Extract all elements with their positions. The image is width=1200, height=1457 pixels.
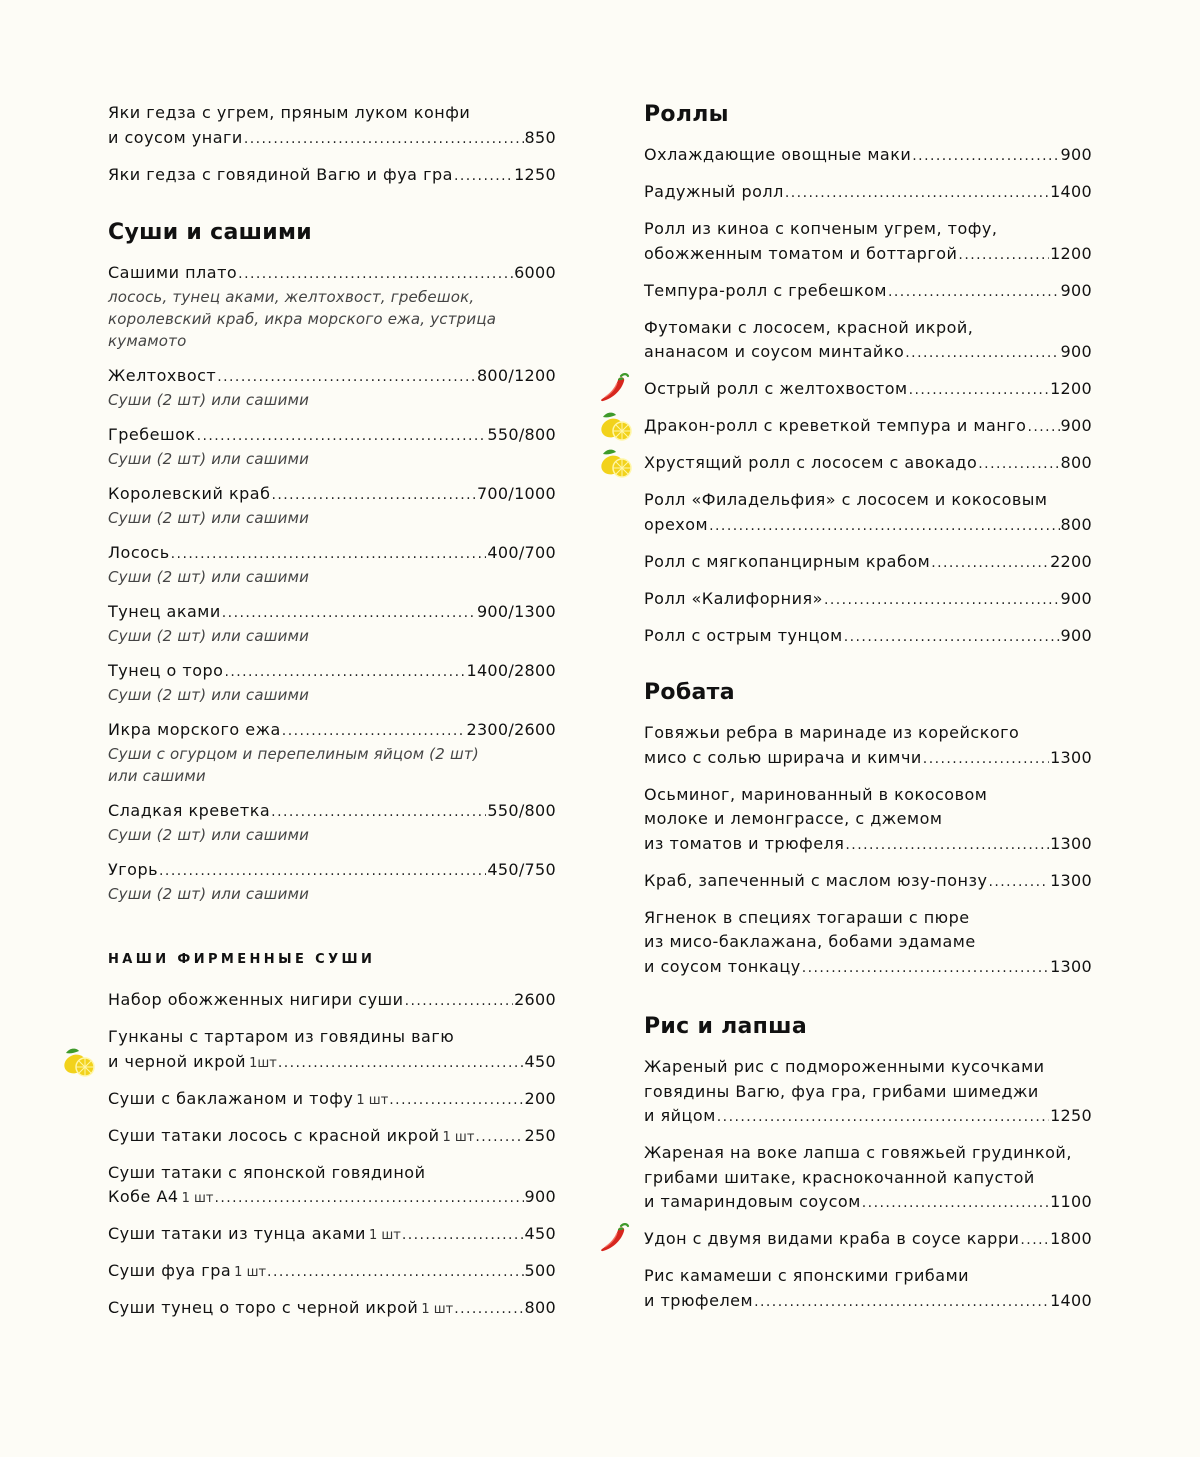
menu-item [108, 799, 556, 846]
menu-item [644, 279, 1092, 304]
dot-leader [909, 377, 1049, 402]
dot-leader [785, 180, 1049, 205]
menu-item-price: 1200 [1050, 379, 1092, 398]
menu-item-price: 900 [524, 1187, 556, 1206]
menu-item-name: обожженным томатом и боттаргой [644, 243, 958, 263]
menu-item [108, 541, 556, 588]
menu-item-name-line [644, 316, 1092, 341]
menu-item-name: Набор обожженных нигири суши [108, 990, 404, 1009]
menu-item [644, 217, 1092, 266]
dot-leader [978, 451, 1059, 476]
menu-item-price: 1200 [1050, 243, 1092, 263]
menu-item-name: Икра морского ежа [108, 720, 281, 739]
menu-item-price-row [644, 869, 1092, 894]
menu-item-price-row [108, 423, 556, 448]
menu-item-name: молоке и лемонграссе, с джемом [644, 809, 943, 828]
menu-item-price-row [108, 163, 556, 188]
menu-item-name-line [108, 101, 556, 126]
menu-item-name-line [644, 1166, 1092, 1191]
menu-item-price: 1300 [1050, 833, 1092, 853]
menu-item-quantity: 1 шт [234, 1265, 267, 1280]
menu-item-price-row [108, 364, 556, 389]
menu-item-name: Королевский краб [108, 484, 271, 503]
menu-item-price: 900 [1060, 588, 1092, 608]
menu-item-name: Дракон-ролл с креветкой темпура и манго [644, 416, 1027, 435]
menu-item-price-row [108, 1185, 556, 1210]
menu-item-description: или сашими [108, 766, 206, 785]
dot-leader [271, 482, 476, 507]
dot-leader [217, 364, 476, 389]
menu-item [644, 624, 1092, 649]
menu-item [644, 451, 1092, 476]
menu-item-price: 1400 [1050, 1290, 1092, 1310]
lemon-icon [60, 1043, 96, 1079]
menu-item-name: Гунканы с тартаром из говядины вагю [108, 1027, 455, 1046]
menu-item-price-row [644, 242, 1092, 267]
menu-item-name: Краб, запеченный с маслом юзу-понзу [644, 870, 988, 890]
menu-item-name-line [644, 1080, 1092, 1105]
dot-leader [754, 1289, 1049, 1314]
menu-item-price-row [644, 377, 1092, 402]
menu-item-name: орехом [644, 514, 709, 534]
menu-item-price-row [644, 550, 1092, 575]
menu-item-name-line [644, 721, 1092, 746]
menu-item-price-row [644, 955, 1092, 980]
menu-item-description: Суши (2 шт) или сашими [108, 390, 310, 409]
menu-item-name: Сладкая креветка [108, 801, 271, 820]
menu-item [644, 1227, 1092, 1252]
menu-item-price: 200 [524, 1088, 556, 1108]
dot-leader [454, 1296, 523, 1321]
dot-leader [222, 600, 476, 625]
menu-item [108, 1259, 556, 1284]
menu-item-name: и тамариндовым соусом [644, 1192, 861, 1211]
dot-leader [862, 1190, 1049, 1215]
section-subtitle-signature: НАШИ ФИРМЕННЫЕ СУШИ [108, 952, 376, 967]
menu-item-price: 900 [1060, 625, 1092, 645]
menu-item-price-row [644, 1104, 1092, 1129]
menu-item-price-row [108, 799, 556, 824]
menu-item-price: 850 [524, 127, 556, 147]
menu-item-price: 2200 [1050, 551, 1092, 571]
menu-item-name-line [108, 1161, 556, 1186]
menu-item-name: Суши с баклажаном и тофу [108, 1088, 354, 1108]
menu-item-description: кумамото [108, 331, 187, 350]
menu-item-quantity: 1 шт [181, 1191, 214, 1206]
menu-item-price: 550/800 [487, 425, 556, 444]
menu-item-price: 900 [1060, 145, 1092, 164]
menu-item-price: 1300 [1050, 956, 1092, 976]
menu-item-name: Гребешок [108, 425, 196, 444]
section-title-rolls: Роллы [644, 102, 729, 127]
menu-item [644, 1055, 1092, 1129]
menu-item-price: 500 [524, 1261, 556, 1280]
menu-item-price: 1800 [1050, 1229, 1092, 1248]
menu-item-name: и соусом унаги [108, 127, 243, 147]
menu-item-name: и соусом тонкацу [644, 956, 801, 976]
dot-leader [709, 513, 1059, 538]
menu-item-description: королевский краб, икра морского ежа, устрица [108, 309, 497, 328]
menu-item [644, 316, 1092, 365]
menu-item-name: Желтохвост [108, 366, 217, 385]
dot-leader [214, 1185, 523, 1210]
menu-item-name-line [108, 1025, 556, 1050]
menu-item-price: 1400 [1050, 182, 1092, 201]
menu-item [644, 377, 1092, 402]
menu-item-name: Темпура-ролл с гребешком [644, 280, 887, 300]
dot-leader [912, 143, 1059, 168]
menu-item-name: Ролл с мягкопанцирным крабом [644, 551, 931, 571]
menu-item-price-row [644, 279, 1092, 304]
menu-item-name-line [644, 1141, 1092, 1166]
dot-leader [931, 550, 1049, 575]
menu-item [108, 482, 556, 529]
menu-item-price-row [108, 1259, 556, 1284]
menu-item-name-line [644, 217, 1092, 242]
chili-pepper-icon [597, 370, 633, 406]
menu-item-name: Рис камамеши с японскими грибами [644, 1266, 970, 1285]
menu-item-quantity: 1 шт [421, 1302, 454, 1317]
menu-item-price: 900/1300 [476, 602, 556, 621]
menu-item-name: Суши тунец о торо с черной икрой [108, 1298, 419, 1317]
menu-item-price: 1250 [514, 164, 556, 184]
menu-item [644, 783, 1092, 857]
menu-item [644, 906, 1092, 980]
menu-item-name: Удон с двумя видами краба в соусе карри [644, 1229, 1020, 1248]
menu-item-name-line [644, 488, 1092, 513]
menu-item [108, 1087, 556, 1112]
menu-item-name: Лосось [108, 543, 170, 562]
menu-item-name: Суши фуа гра [108, 1261, 232, 1280]
menu-item-description: Суши (2 шт) или сашими [108, 626, 310, 645]
menu-item-name: говядины Вагю, фуа гра, грибами шимеджи [644, 1081, 1039, 1101]
menu-item-name: Ролл из киноа с копченым угрем, тофу, [644, 219, 998, 238]
menu-item-price: 1250 [1050, 1106, 1092, 1125]
menu-item-name: Футомаки с лососем, красной икрой, [644, 317, 974, 337]
menu-item-price: 6000 [514, 263, 556, 282]
menu-item-name: Угорь [108, 860, 159, 879]
menu-item-name: Яки гедза с говядиной Вагю и фуа гра [108, 164, 453, 184]
menu-item-name: Тунец о торо [108, 661, 224, 680]
menu-item-price: 1100 [1050, 1192, 1092, 1211]
menu-item-description: Суши (2 шт) или сашими [108, 449, 310, 468]
menu-item-price-row [108, 988, 556, 1013]
dot-leader [905, 340, 1059, 365]
menu-item-price-row [108, 1296, 556, 1321]
section-title-rice: Рис и лапша [644, 1014, 807, 1039]
menu-item [108, 858, 556, 905]
dot-leader [402, 1222, 524, 1247]
lemon-icon [597, 444, 633, 480]
menu-item-price-row [108, 482, 556, 507]
menu-item [644, 587, 1092, 612]
menu-item-name: Сашими плато [108, 263, 238, 282]
dot-leader [923, 746, 1049, 771]
menu-item-description: Суши с огурцом и перепелиным яйцом (2 шт) [108, 744, 479, 763]
menu-item [108, 1124, 556, 1149]
menu-item-name: Ягненок в специях тогараши с пюре [644, 907, 970, 927]
menu-item [108, 163, 556, 188]
menu-item-price: 800 [1060, 514, 1092, 534]
menu-item-price-row [644, 143, 1092, 168]
menu-item-name-line [644, 930, 1092, 955]
menu-item-price: 450 [524, 1051, 556, 1071]
menu-item-price-row [644, 451, 1092, 476]
menu-item [108, 364, 556, 411]
dot-leader [197, 423, 487, 448]
dot-leader [888, 279, 1060, 304]
menu-item-name: Охлаждающие овощные маки [644, 145, 912, 164]
menu-item-price: 450/750 [487, 860, 556, 879]
menu-item-price-row [108, 858, 556, 883]
dot-leader [824, 587, 1060, 612]
menu-item-name: Яки гедза с угрем, пряным луком конфи [108, 103, 471, 122]
menu-item-price-row [644, 746, 1092, 771]
dot-leader [159, 858, 486, 883]
menu-item-name: мисо с солью шрирача и кимчи [644, 747, 922, 767]
menu-item [108, 261, 556, 352]
dot-leader [271, 799, 486, 824]
dot-leader [454, 163, 513, 188]
menu-item [644, 1141, 1092, 1215]
menu-item-price: 900 [1060, 342, 1092, 361]
menu-item-price: 1300 [1050, 747, 1092, 767]
menu-item-description: Суши (2 шт) или сашими [108, 825, 310, 844]
dot-leader [1027, 414, 1059, 439]
menu-item [108, 1025, 556, 1074]
menu-item-price-row [644, 340, 1092, 365]
menu-item [644, 721, 1092, 770]
menu-item-price-row [108, 1087, 556, 1112]
menu-item-quantity: 1 шт [356, 1092, 389, 1108]
menu-item [644, 143, 1092, 168]
menu-item-description: Суши (2 шт) или сашими [108, 685, 310, 704]
menu-item-price-row [644, 624, 1092, 649]
menu-item-price: 1400/2800 [466, 661, 556, 680]
dot-leader [844, 624, 1060, 649]
dot-leader [958, 242, 1049, 267]
menu-item-description: Суши (2 шт) или сашими [108, 567, 310, 586]
menu-item-price-row [644, 1190, 1092, 1215]
dot-leader [267, 1259, 524, 1284]
menu-item-name: и трюфелем [644, 1290, 754, 1310]
menu-item-price-row [108, 718, 556, 743]
menu-item-name-line [644, 807, 1092, 832]
menu-item [644, 550, 1092, 575]
menu-item-name: Жареный рис с подмороженными кусочками [644, 1057, 1045, 1076]
menu-item [108, 101, 556, 150]
menu-item-price-row [644, 1289, 1092, 1314]
dot-leader [802, 955, 1049, 980]
menu-item-price-row [644, 513, 1092, 538]
menu-item-name-line [644, 1055, 1092, 1080]
menu-item [644, 869, 1092, 894]
menu-item [108, 659, 556, 706]
menu-item-name: Тунец аками [108, 602, 221, 621]
menu-item-price-row [108, 1222, 556, 1247]
menu-item-name: Радужный ролл [644, 182, 784, 201]
menu-item [108, 600, 556, 647]
menu-item-name: Хрустящий ролл с лососем с авокадо [644, 453, 978, 472]
menu-item-price-row [644, 180, 1092, 205]
menu-item-name: Суши татаки лосось с красной икрой [108, 1125, 440, 1145]
menu-item [644, 1264, 1092, 1313]
dot-leader [717, 1104, 1049, 1129]
menu-item-price: 250 [524, 1125, 556, 1145]
menu-item-price: 450 [524, 1224, 556, 1243]
menu-item-price: 900 [1060, 416, 1092, 435]
menu-item-name-line [644, 906, 1092, 931]
chili-pepper-icon [597, 1220, 633, 1256]
menu-item-price-row [644, 587, 1092, 612]
menu-item-description: Суши (2 шт) или сашими [108, 884, 310, 903]
menu-item-name: ананасом и соусом минтайко [644, 342, 905, 361]
dot-leader [389, 1087, 523, 1112]
menu-item-price-row [108, 600, 556, 625]
menu-item [108, 1222, 556, 1247]
dot-leader [845, 832, 1049, 857]
menu-item [644, 414, 1092, 439]
menu-item-price-row [108, 261, 556, 286]
menu-item [108, 1161, 556, 1210]
menu-item-price-row [644, 1227, 1092, 1252]
menu-item-price-row [108, 126, 556, 151]
menu-item-quantity: 1 шт [368, 1228, 401, 1243]
menu-item-name: Острый ролл с желтохвостом [644, 379, 908, 398]
menu-item-name: Ролл «Филадельфия» с лососем и кокосовым [644, 490, 1048, 509]
section-title-sushi: Суши и сашими [108, 220, 312, 245]
dot-leader [282, 718, 466, 743]
menu-item [108, 718, 556, 787]
menu-item-price: 400/700 [487, 543, 556, 562]
menu-item-price: 800 [524, 1298, 556, 1317]
menu-item-price: 550/800 [487, 801, 556, 820]
dot-leader [475, 1124, 523, 1149]
menu-item [644, 180, 1092, 205]
section-title-robata: Робата [644, 680, 735, 705]
menu-item-price: 900 [1060, 280, 1092, 300]
dot-leader [224, 659, 465, 684]
menu-item-name-line [644, 1264, 1092, 1289]
dot-leader [1020, 1227, 1049, 1252]
lemon-icon [597, 407, 633, 443]
menu-item-name: Говяжьи ребра в маринаде из корейского [644, 723, 1020, 742]
menu-item [108, 1296, 556, 1321]
menu-item-name: из мисо-баклажана, бобами эдамаме [644, 932, 976, 951]
menu-item-name: грибами шитаке, краснокочанной капустой [644, 1167, 1035, 1187]
menu-item-name: из томатов и трюфеля [644, 833, 845, 853]
menu-item-quantity: 1 шт [442, 1129, 475, 1145]
dot-leader [988, 869, 1049, 894]
menu-item-price-row [108, 541, 556, 566]
menu-item [644, 488, 1092, 537]
menu-item-price: 800 [1060, 453, 1092, 472]
menu-item-name: Суши татаки с японской говядиной [108, 1162, 426, 1182]
menu-item-price: 700/1000 [476, 484, 556, 503]
menu-item-name: Осьминог, маринованный в кокосовом [644, 784, 988, 804]
menu-item-price: 1300 [1050, 870, 1092, 890]
menu-item [108, 423, 556, 470]
menu-item-name-line [644, 783, 1092, 808]
menu-item-price-row [644, 832, 1092, 857]
menu-item-price-row [108, 659, 556, 684]
menu-item-price: 800/1200 [476, 366, 556, 385]
menu-item [108, 988, 556, 1013]
menu-item-price-row [644, 414, 1092, 439]
menu-item-name: Ролл с острым тунцом [644, 625, 843, 645]
menu-item-price-row [108, 1050, 556, 1075]
menu-item-name: Суши татаки из тунца аками [108, 1224, 366, 1243]
menu-item-name: Кобе А4 [108, 1187, 179, 1206]
menu-item-price: 2300/2600 [466, 720, 556, 739]
dot-leader [244, 126, 524, 151]
dot-leader [405, 988, 514, 1013]
menu-item-name: Жареная на воке лапша с говяжьей грудинкой, [644, 1143, 1072, 1162]
dot-leader [238, 261, 513, 286]
menu-item-description: лосось, тунец аками, желтохвост, гребешок, [108, 287, 475, 306]
menu-item-price-row [108, 1124, 556, 1149]
menu-item-name: Ролл «Калифорния» [644, 588, 823, 608]
menu-item-quantity: 1шт [249, 1055, 277, 1071]
menu-item-name: и яйцом [644, 1106, 716, 1125]
dot-leader [278, 1050, 524, 1075]
menu-item-description: Суши (2 шт) или сашими [108, 508, 310, 527]
dot-leader [171, 541, 487, 566]
menu-item-name: и черной икрой [108, 1051, 247, 1071]
menu-item-price: 2600 [514, 990, 556, 1009]
